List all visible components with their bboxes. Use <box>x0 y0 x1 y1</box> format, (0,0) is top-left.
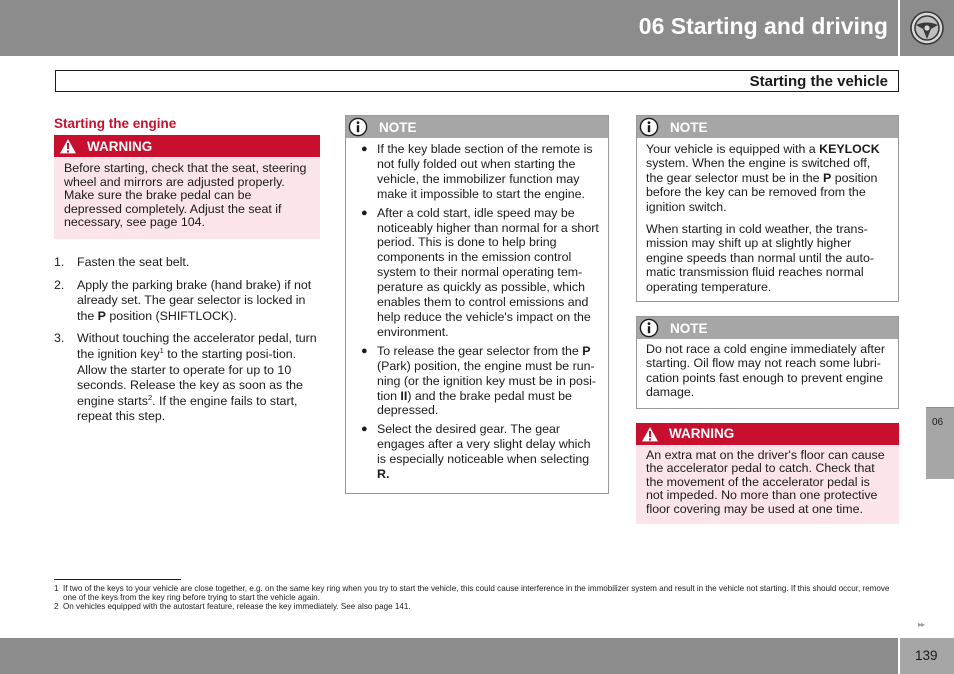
page-number: 139 <box>915 648 938 663</box>
warning-triangle-icon <box>58 137 78 155</box>
list-item <box>54 278 320 325</box>
list-item <box>54 255 320 271</box>
bullet-icon: ● <box>361 206 368 219</box>
step-text: Fasten the seat belt. <box>77 254 190 269</box>
column-3 <box>636 115 899 524</box>
note-paragraph: When starting in cold weather, the trans-mission may shift up at slightly higher engine speeds than normal until the auto-matic transmission fluid reaches normal operating temperature. <box>646 222 875 294</box>
list-item: ● To release the gear selector from the P (Park) position, the engine must be run-ning (or the ignition key must be in posi-tion II) and the brake pedal must be depressed. <box>355 344 599 419</box>
footnote-divider <box>54 579 181 580</box>
note-label: NOTE <box>670 119 708 135</box>
warning-header <box>54 135 320 157</box>
column-2 <box>345 115 609 494</box>
footnote-ref-2: 2 <box>147 392 153 402</box>
step-number: 3. <box>54 331 65 346</box>
step-text: Apply the parking brake (hand brake) if not already set. The gear selector is locked in the P position (SHIFTLOCK). <box>77 277 312 323</box>
footnote-number: 1 <box>54 584 59 593</box>
warning-label: WARNING <box>87 138 153 154</box>
note-box-keylock <box>636 115 899 302</box>
step-number: 1. <box>54 254 65 269</box>
page-number-box <box>898 638 954 674</box>
warning-label: WARNING <box>669 426 735 442</box>
note-label: NOTE <box>379 119 417 135</box>
footnote-text: On vehicles equipped with the autostart feature, release the key immediately. See also page 141. <box>63 602 411 612</box>
list-item: ● After a cold start, idle speed may be noticeably higher than normal for a short period. This is done to help bring components in the emission control system to their normal operating tem-perature as quickly as possible, which enables them to control emissions and help reduce the vehicle's impact on the environment. <box>355 206 599 340</box>
chapter-icon-box <box>898 0 954 56</box>
note-header <box>637 317 898 339</box>
warning-header <box>636 423 899 445</box>
list-item: ● If the key blade section of the remote is not fully folded out when starting the vehicle, the immobilizer function may make it impossible to start the engine. <box>355 142 599 202</box>
info-icon <box>348 117 368 137</box>
warning-triangle-icon <box>640 425 660 443</box>
chapter-side-tab <box>926 407 954 479</box>
column-1 <box>54 115 320 432</box>
note-box-immobilizer <box>345 115 609 494</box>
footnotes <box>54 584 899 612</box>
note-header <box>637 116 898 138</box>
footnote-number: 2 <box>54 602 59 612</box>
note-text: Do not race a cold engine immediately after starting. Oil flow may not reach some lubri-cation points fast enough to prevent engine damage. <box>646 342 885 400</box>
list-item: ● Select the desired gear. The gear engages after a very slight delay which is especially noticeable when selecting R. <box>355 422 599 482</box>
bullet-icon: ● <box>361 344 368 357</box>
chapter-header <box>0 0 898 56</box>
footnote-ref-1: 1 <box>159 345 164 355</box>
note-body <box>637 138 898 301</box>
start-steps-list <box>54 255 320 425</box>
info-icon <box>639 318 659 338</box>
subheading-starting-engine: Starting the engine <box>54 116 177 131</box>
info-icon <box>639 117 659 137</box>
footnote <box>54 584 899 602</box>
note-box-cold-engine <box>636 316 899 409</box>
warning-text: Before starting, check that the seat, steering wheel and mirrors are adjusted properly. Make sure the brake pedal can be depressed completely. Adjust the seat if necessary, see page 104. <box>64 161 307 230</box>
note-paragraph: Your vehicle is equipped with a KEYLOCK system. When the engine is switched off, the gear selector must be in the P position before the key can be removed from the ignition switch. <box>646 142 880 214</box>
note-body <box>346 138 608 493</box>
footnote <box>54 602 899 611</box>
list-item <box>54 331 320 425</box>
page-footer <box>0 638 898 674</box>
continue-arrows-icon: ▸▸ <box>918 620 925 629</box>
steering-wheel-icon <box>909 10 945 46</box>
note-header <box>346 116 608 138</box>
note-label: NOTE <box>670 320 708 336</box>
note-bullet-list <box>355 142 599 482</box>
section-title: Starting the vehicle <box>749 73 888 90</box>
warning-box-seat <box>54 135 320 239</box>
warning-box-floor-mat <box>636 423 899 524</box>
chapter-title: 06 Starting and driving <box>638 13 888 39</box>
section-title-box <box>55 70 899 92</box>
warning-text: An extra mat on the driver's floor can cause the accelerator pedal to catch. Check that the movement of the accelerator pedal is not impeded. No more than one protective floor covering may be used at one time. <box>646 447 885 517</box>
chapter-tab-label: 06 <box>932 417 944 428</box>
bullet-icon: ● <box>361 143 368 155</box>
footnote-text: If two of the keys to your vehicle are close together, e.g. on the same key ring when you try to start the vehicle, this could cause interference in the immobilizer system and result in the vehicle not starting. If this should occur, remove one of the keys from the key ring before trying to start the vehicle again. <box>63 584 890 603</box>
step-text: Without touching the accelerator pedal, turn the ignition key$^1$ to the starting posi-tion. Allow the starter to operate for up to 10 seconds. Release the key as soon as the engine starts$^2$. If the engine fails to start, repeat this step. <box>77 331 317 424</box>
step-number: 2. <box>54 277 65 292</box>
bullet-icon: ● <box>361 423 368 436</box>
